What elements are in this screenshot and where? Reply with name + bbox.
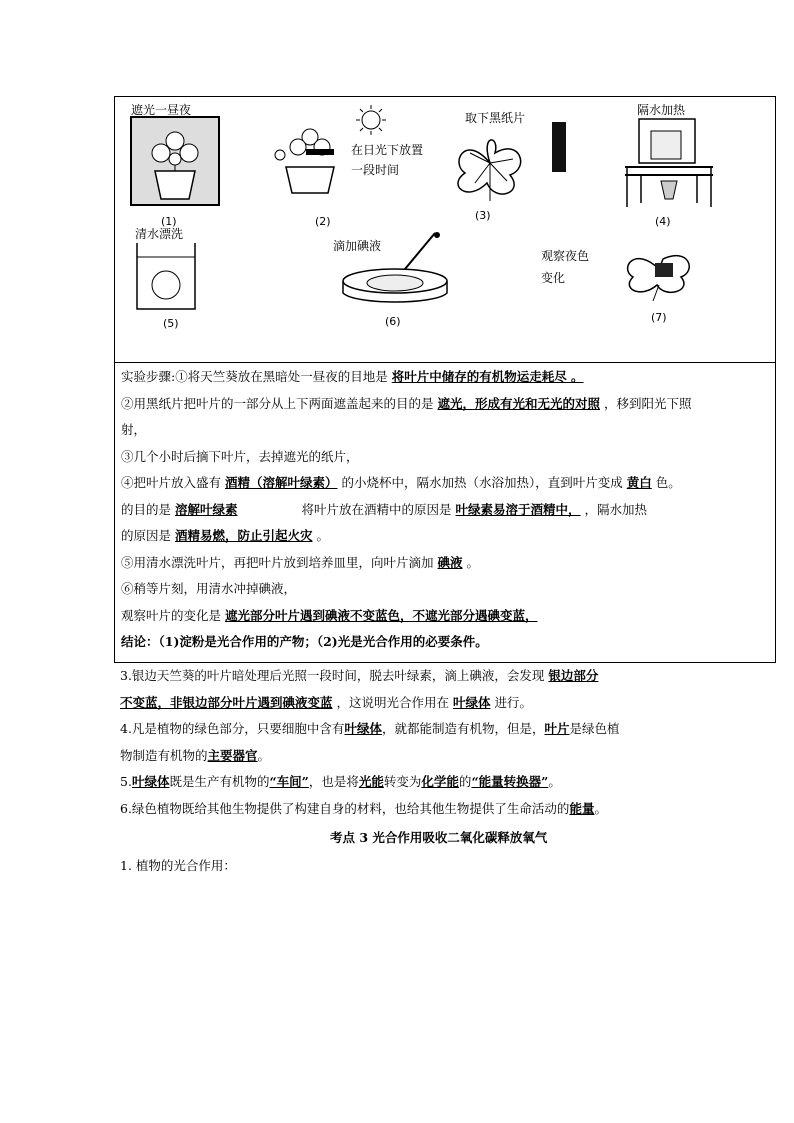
fig1-number: (1) — [161, 215, 177, 228]
answer: 遮光，形成有光和无光的对照 — [437, 395, 601, 411]
figure-row — [115, 97, 775, 363]
fig5-caption: 清水漂洗 — [135, 227, 184, 241]
answer: 叶绿体 — [453, 694, 491, 710]
fig6-number: (6) — [385, 315, 401, 328]
answer: 将叶片中储存的有机物运走耗尽 。 — [391, 369, 584, 384]
step-4-cont2: 的原因是 酒精易燃，防止引起火灾 。 — [121, 528, 330, 543]
step-7: 观察叶片的变化是 遮光部分叶片遇到碘液不变蓝色，不遮光部分遇碘变蓝， — [121, 607, 538, 623]
fig2-plant-sunlight — [270, 115, 350, 197]
fig7-caption-line1: 观察夜色 — [541, 249, 590, 263]
fig4-caption: 隔水加热 — [637, 103, 686, 117]
conclusion: 结论：（1)淀粉是光合作用的产物；（2)光是光合作用的必要条件。 — [121, 634, 488, 649]
answer: 不变蓝，非银边部分叶片遇到碘液变蓝 — [120, 694, 333, 710]
step-6: ⑥稍等片刻，用清水冲掉碘液， — [121, 581, 297, 596]
answer: 光能 — [358, 774, 384, 789]
step-4: ④把叶片放入盛有 酒精（溶解叶绿素） 的小烧杯中，隔水加热（水浴加热），直到叶片变成 黄白 色。 — [121, 475, 681, 490]
fig3-number: (3) — [475, 209, 491, 222]
fig7-number: (7) — [651, 311, 667, 324]
para-5: 5.叶绿体既是生产有机物的“车间”，也是将光能转变为化学能的“能量转换器”。 — [120, 774, 561, 789]
answer: 碘液 — [437, 554, 463, 570]
fig2-caption-line1: 在日光下放置 — [351, 143, 424, 157]
step-3: ③几个小时后摘下叶片，去掉遮光的纸片， — [121, 448, 359, 464]
answer: 叶绿素易溶于酒精中， — [455, 501, 581, 517]
para-3: 3.银边天竺葵的叶片暗处理后光照一段时间，脱去叶绿素，滴上碘液，会发现 银边部分 — [120, 668, 599, 683]
step-4-cont: 的目的是 溶解叶绿素 将叶片放在酒精中的原因是 叶绿素易溶于酒精中， ，隔水加热 — [121, 501, 648, 517]
fig3-caption: 取下黑纸片 — [465, 111, 526, 125]
answer: 主要器官 — [207, 747, 258, 763]
section-heading: 考点 3 光合作用吸收二氧化碳释放氧气 — [330, 830, 548, 845]
fig3-leaf — [445, 123, 535, 203]
fig4-water-bath — [621, 115, 717, 211]
answer: 酒精（溶解叶绿素） — [225, 475, 338, 490]
step-1: 实验步骤:①将天竺葵放在黑暗处一昼夜的目地是 将叶片中储存的有机物运走耗尽 。 — [121, 369, 584, 384]
fig7-caption-line2: 变化 — [541, 271, 566, 285]
para-4: 4.凡是植物的绿色部分，只要细胞中含有叶绿体，就都能制造有机物，但是，叶片是绿色植 — [120, 721, 620, 736]
experiment-steps — [121, 364, 773, 656]
fig5-number: (5) — [163, 317, 179, 330]
para-3-cont: 不变蓝，非银边部分叶片遇到碘液变蓝 ，这说明光合作用在 叶绿体 进行。 — [120, 694, 533, 710]
answer: 溶解叶绿素 — [175, 501, 238, 517]
fig3-black-paper — [551, 121, 569, 173]
step-2-cont: 射， — [121, 422, 147, 437]
answer: 酒精易燃，防止引起火灾 — [175, 528, 313, 543]
answer: 黄白 — [626, 475, 652, 490]
fig6-petri-dish — [335, 231, 455, 307]
answer: “车间” — [269, 774, 309, 789]
fig1-caption: 遮光一昼夜 — [131, 103, 192, 117]
answer: 叶片 — [544, 721, 570, 736]
experiment-box — [114, 96, 776, 663]
answer: 银边部分 — [548, 668, 599, 683]
fig2-number: (2) — [315, 215, 331, 228]
answer: 叶绿体 — [344, 721, 382, 736]
answer: 化学能 — [421, 774, 459, 789]
fig4-number: (4) — [655, 215, 671, 228]
answer: 能量 — [569, 800, 595, 816]
answer: 叶绿体 — [131, 774, 170, 789]
step-2: ②用黑纸片把叶片的一部分从上下两面遮盖起来的目的是 遮光，形成有光和无光的对照 ，移到阳光下照 — [121, 395, 692, 411]
fig5-beaker — [133, 241, 199, 313]
fig1-plant-dark — [129, 115, 221, 207]
fig7-leaf — [619, 239, 699, 303]
fig6-caption: 滴加碘液 — [333, 239, 382, 253]
fig2-caption-line2: 一段时间 — [351, 163, 400, 177]
para-4-cont: 物制造有机物的主要器官。 — [120, 747, 271, 763]
list-item-1: 1. 植物的光合作用： — [120, 858, 236, 873]
sun-icon — [353, 103, 389, 137]
answer: 遮光部分叶片遇到碘液不变蓝色，不遮光部分遇碘变蓝， — [225, 607, 538, 623]
para-6: 6.绿色植物既给其他生物提供了构建自身的材料，也给其他生物提供了生命活动的能量。 — [120, 800, 607, 816]
step-5: ⑤用清水漂洗叶片，再把叶片放到培养皿里，向叶片滴加 碘液 。 — [121, 554, 480, 570]
body-paragraphs — [120, 663, 780, 822]
answer: “能量转换器” — [471, 774, 549, 789]
